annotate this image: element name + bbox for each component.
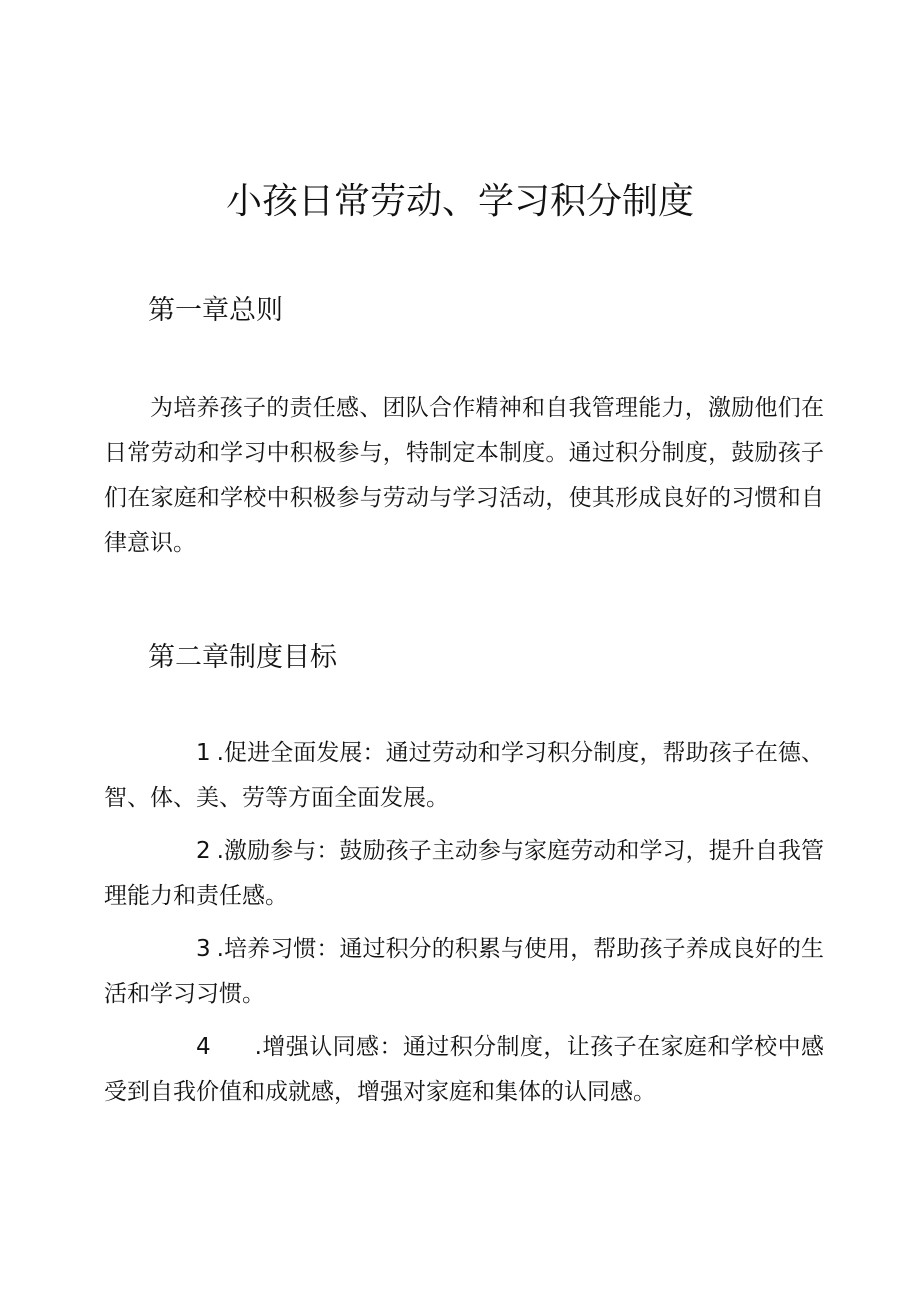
goal-item (104, 829, 824, 919)
chapter-1-paragraph: 为培养孩子的责任感、团队合作精神和自我管理能力，激励他们在日常劳动和学习中积极参与，特制定本制度。通过积分制度，鼓励孩子们在家庭和学校中积极参与劳动与学习活动，使其形成良好的习惯和自律意识。 (104, 395, 824, 556)
goal-number: 2 (196, 838, 211, 864)
goal-text: .激励参与：鼓励孩子主动参与家庭劳动和学习，提升自我管理能力和责任感。 (104, 838, 824, 909)
goal-text: .增强认同感：通过积分制度，让孩子在家庭和学校中感受到自我价值和成就感，增强对家庭和集体的认同感。 (104, 1034, 824, 1105)
chapter-1-heading: 第一章总则 (148, 295, 283, 326)
goal-item (104, 731, 824, 821)
goal-number: 4 (196, 1034, 211, 1060)
chapter-2-heading: 第二章制度目标 (148, 642, 337, 673)
goal-item (104, 1025, 824, 1115)
goal-text: .培养习惯：通过积分的积累与使用，帮助孩子养成良好的生活和学习习惯。 (104, 936, 824, 1007)
goal-text: .促进全面发展：通过劳动和学习积分制度，帮助孩子在德、智、体、美、劳等方面全面发展。 (104, 740, 824, 811)
goals-list (104, 731, 824, 1123)
goal-item (104, 927, 824, 1017)
document-title: 小孩日常劳动、学习积分制度 (225, 181, 694, 222)
goal-number: 1 (196, 740, 211, 766)
goal-number: 3 (196, 936, 211, 962)
